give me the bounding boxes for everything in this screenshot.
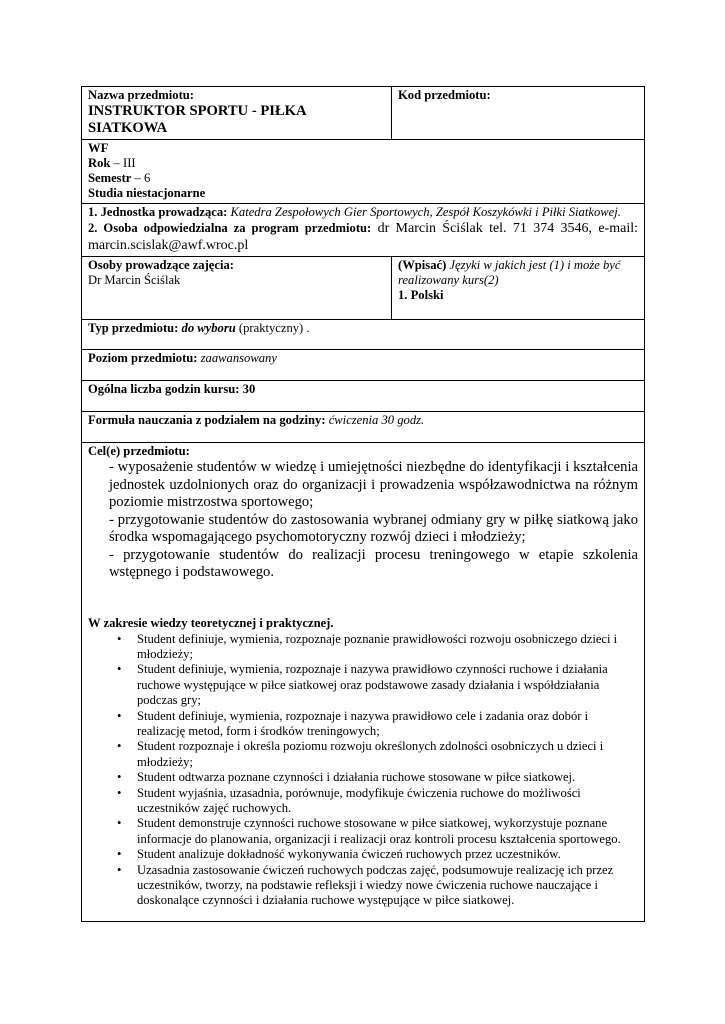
bullet-icon: • [117, 847, 122, 862]
outcome-item-5 [117, 770, 638, 785]
languages-hint-text: Języki w jakich jest (1) i może być realizowany kurs(2) [398, 258, 621, 287]
semester-value: – 6 [131, 171, 151, 185]
subject-code-cell [392, 87, 645, 140]
outcome-text: Student wyjaśnia, uzasadnia, porównuje, modyfikuje ćwiczenia ruchowe do możliwości uczestników zajęć ruchowych. [137, 785, 581, 815]
subject-name: INSTRUKTOR SPORTU - PIŁKA SIATKOWA [88, 103, 306, 136]
year-value: – III [110, 156, 136, 170]
goals-list [88, 459, 638, 582]
responsible-value: dr Marcin Ściślak tel. 71 374 3546, e-mail: marcin.scislak@awf.wroc.pl [88, 221, 638, 253]
goal-item-2: - przygotowanie studentów do zastosowania wybranej odmiany gry w piłkę siatkową jako środka wspomagającego psychomotoryczny rozwój dzieci i młodzieży; [109, 511, 638, 545]
study-info-cell [82, 140, 645, 204]
unit-line [88, 205, 638, 220]
bullet-icon: • [117, 785, 122, 800]
syllabus-table [81, 86, 645, 922]
teachers-cell [82, 257, 392, 320]
goals-row [82, 443, 645, 922]
unit-row [82, 204, 645, 257]
languages-label: (Wpisać) [398, 258, 447, 272]
teachers-label: Osoby prowadzące zajęcia: [88, 258, 234, 272]
outcome-text: Student definiuje, wymienia, rozpoznaje i nazywa prawidłowo cele i zadania oraz dobór i realizację metod, form i środków treningowych; [137, 708, 589, 738]
formula-cell [82, 412, 645, 443]
type-suffix: (praktyczny) . [235, 321, 310, 335]
level-label: Poziom przedmiotu: [88, 351, 198, 365]
type-label: Typ przedmiotu: [88, 321, 179, 335]
goal-item-1: - wyposażenie studentów w wiedzę i umiejętności niezbędne do identyfikacji i kształcenia jednostek uzdolnionych oraz do organizacji i prowadzenia współzawodnictwa na różnym poziomie mistrzostwa sportowego; [109, 459, 638, 510]
outcome-text: Student analizuje dokładność wykonywania ćwiczeń ruchowych przez uczestników. [137, 847, 561, 862]
subject-name-cell [82, 87, 392, 140]
outcome-item-1 [117, 631, 638, 663]
subject-code-label: Kod przedmiotu: [398, 88, 491, 102]
learning-outcomes-list [88, 632, 638, 909]
unit-label: 1. Jednostka prowadząca: [88, 205, 228, 219]
study-info-row [82, 140, 645, 204]
languages-cell [392, 257, 645, 320]
bullet-icon: • [117, 816, 122, 831]
bullet-icon: • [117, 770, 122, 785]
formula-label: Formuła nauczania z podziałem na godziny: [88, 413, 326, 427]
outcome-text: Student definiuje, wymienia, rozpoznaje i nazywa prawidłowo czynności ruchowe i działania ruchowe występujące w piłce siatkowej oraz podstawowe zasady działania i współdziałania podczas gry; [137, 662, 608, 708]
outcome-text: Student demonstruje czynności ruchowe stosowane w piłce siatkowej, wykorzystuje poznane informacje do planowania, organizacji i realizacji oraz kontroli procesu kształcenia sportowego. [137, 816, 621, 846]
outcome-item-9 [117, 862, 638, 909]
languages-hint [398, 258, 638, 288]
year-label: Rok [88, 156, 111, 170]
type-value: do wyboru [178, 321, 236, 335]
formula-value: ćwiczenia 30 godz. [325, 413, 425, 427]
semester-line [88, 171, 638, 186]
level-row [82, 350, 645, 381]
semester-label: Semestr [88, 171, 132, 185]
goals-label: Cel(e) przedmiotu: [88, 444, 190, 458]
outcome-item-3 [117, 708, 638, 740]
outcome-text: Student definiuje, wymienia, rozpoznaje poznanie prawidłowości rozwoju osobniczego dzieci i młodzieży; [137, 631, 618, 661]
year-line [88, 156, 638, 171]
hours-row [82, 381, 645, 412]
bullet-icon: • [117, 662, 122, 677]
header-row [82, 87, 645, 140]
responsible-label: 2. Osoba odpowiedzialna za program przedmiotu: [88, 221, 372, 235]
type-cell [82, 320, 645, 350]
bullet-icon: • [117, 739, 122, 754]
outcome-text: Uzasadnia zastosowanie ćwiczeń ruchowych podczas zajęć, podsumowuje realizację ich przez uczestników, tworzy, na podstawie refleksji i wiedzy nowe ćwiczenia ruchowe nauczające i doskonalące czynności i działania ruchowe występujące w piłce siatkowej. [137, 862, 614, 908]
teachers-row [82, 257, 645, 320]
outcome-item-8 [117, 847, 638, 862]
subject-name-label: Nazwa przedmiotu: [88, 88, 194, 102]
languages-value: 1. Polski [398, 288, 444, 302]
course-syllabus-page [81, 86, 644, 922]
hours-label: Ogólna liczba godzin kursu: 30 [88, 382, 256, 396]
outcome-item-4 [117, 739, 638, 770]
faculty: WF [88, 141, 109, 155]
bullet-icon: • [117, 862, 122, 877]
outcome-text: Student rozpoznaje i określa poziomu rozwoju określonych zdolności osobniczych u dzieci i młodzieży; [137, 739, 604, 769]
level-cell [82, 350, 645, 381]
unit-cell [82, 204, 645, 257]
teachers-value: Dr Marcin Ściślak [88, 273, 181, 287]
goals-cell [82, 443, 645, 922]
level-value: zaawansowany [197, 351, 277, 365]
formula-row [82, 412, 645, 443]
outcome-item-2 [117, 662, 638, 708]
goal-item-3: - przygotowanie studentów do realizacji procesu treningowego w etapie szkolenia wstępnego i podstawowego. [109, 546, 638, 580]
bullet-icon: • [117, 631, 122, 646]
bullet-icon: • [117, 708, 122, 723]
responsible-line [88, 220, 638, 254]
hours-cell [82, 381, 645, 412]
type-row [82, 320, 645, 350]
unit-value: Katedra Zespołowych Gier Sportowych, Zespół Koszykówki i Piłki Siatkowej. [227, 205, 621, 219]
outcome-text: Student odtwarza poznane czynności i działania ruchowe stosowane w piłce siatkowej. [137, 770, 576, 785]
study-mode: Studia niestacjonarne [88, 186, 206, 200]
outcome-item-7 [117, 816, 638, 847]
knowledge-heading: W zakresie wiedzy teoretycznej i praktycznej. [88, 615, 334, 630]
outcome-item-6 [117, 785, 638, 817]
